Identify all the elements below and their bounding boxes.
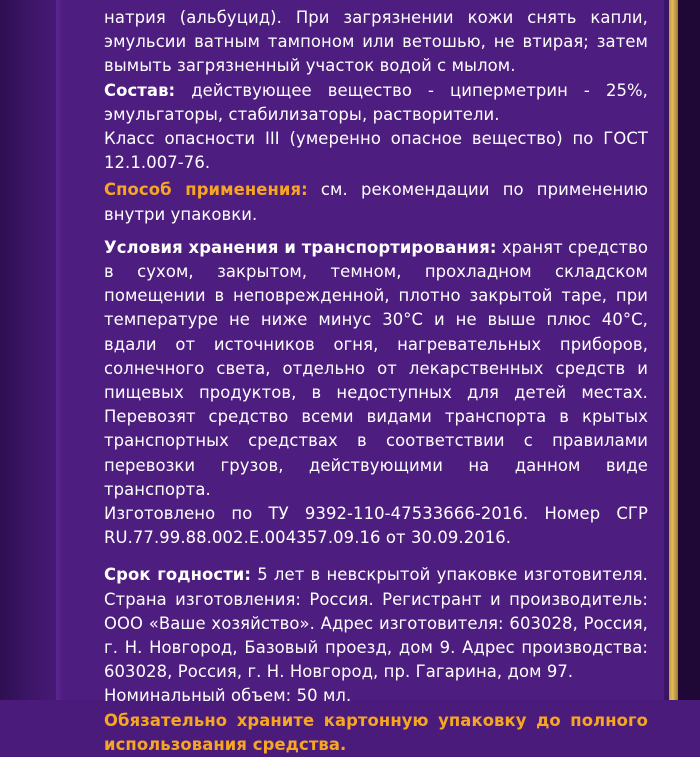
composition-body: действующее вещество - циперметрин - 25%, эмульгаторы, стабилизаторы, растворители. (104, 80, 648, 124)
paragraph-hazard-class (104, 127, 648, 175)
paragraph-composition (104, 79, 648, 127)
paragraph-storage (104, 236, 648, 502)
hazard-class-body: Класс опасности III (умеренно опасное вещество) по ГОСТ 12.1.007-76. (104, 129, 648, 173)
paragraph-usage (104, 178, 648, 226)
usage-body: см. рекомендации по применению внутри упаковки. (104, 180, 648, 224)
manufacture-spec-body: Изготовлено по ТУ 9392-110-47533666-2016. Номер СГР RU.77.99.88.002.Е.004357.09.16 от 30.09.2016. (104, 504, 648, 548)
shelf-life-body: 5 лет в невскрытой упаковке изготовителя. Страна изготовления: Россия. Регистрант и производитель: ООО «Ваше хозяйство». Адрес изготовителя: 603028, Россия, г. Н. Новгород, Базовый проезд, дом 9. Адрес производства: 603028, Россия, г. Н. Новгород, пр. Гагарина, дом 97. (104, 565, 648, 682)
storage-body: хранят средство в сухом, закрытом, темном, прохладном складском помещении в неповрежденной, плотно закрытой таре, при температуре не ниже минус 30°С и не выше плюс 40°С, вдали от источников огня, нагревательных приборов, солнечного света, отдельно от лекарственных средств и пищевых продуктов, в недоступных для детей местах. Перевозят средство всеми видами транспорта в крытых транспортных средствах в соответствии с правилами перевозки грузов, действующими на данном виде транспорта. (104, 237, 648, 499)
first-aid-continued-body: натрия (альбуцид). При загрязнении кожи снять капли, эмульсии ватным тампоном или ветошью, не втирая; затем вымыть загрязненный участок водой с мылом. (104, 8, 648, 76)
volume-body: Номинальный объем: 50 мл. (104, 686, 352, 706)
carton-left-edge (0, 0, 62, 700)
spacer-before-storage (104, 227, 648, 236)
paragraph-first-aid-continued (104, 6, 648, 79)
carton-right-shadow (678, 0, 700, 700)
paragraph-manufacture-spec (104, 502, 648, 550)
carton-left-edge-highlight (56, 0, 63, 700)
paragraph-keep-package (104, 709, 648, 757)
usage-heading: Способ применения: (104, 180, 308, 200)
keep-package-body: Обязательно храните картонную упаковку до полного использования средства. (104, 710, 648, 754)
carton-gold-stripe (669, 0, 678, 700)
paragraph-shelf-life (104, 563, 648, 684)
paragraph-volume (104, 684, 648, 708)
spacer-before-shelf-life (104, 550, 648, 563)
composition-heading: Состав: (104, 80, 176, 100)
shelf-life-heading: Срок годности: (104, 565, 252, 585)
label-text-column (104, 0, 648, 754)
storage-heading: Условия хранения и транспортирования: (104, 237, 497, 257)
